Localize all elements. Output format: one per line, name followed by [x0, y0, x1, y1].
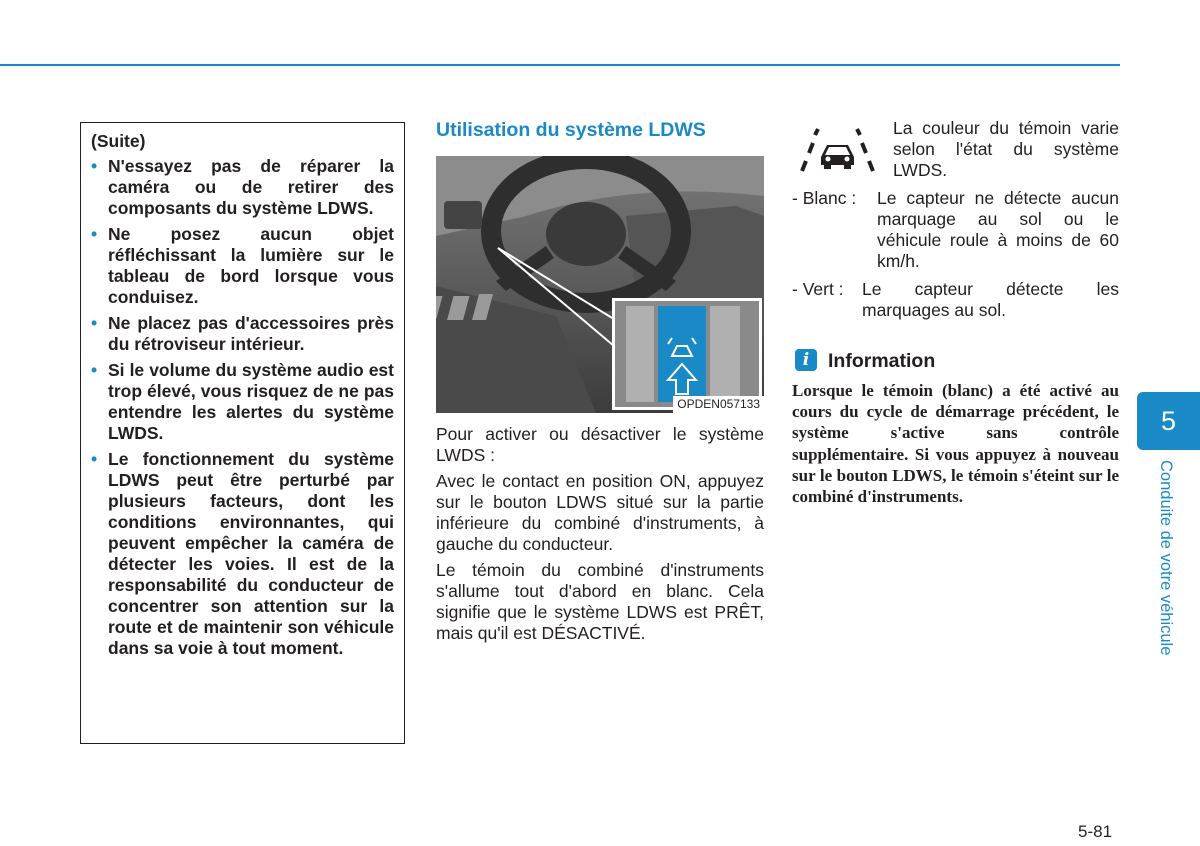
definition-desc: Le capteur ne détecte aucun marquage au sol ou le véhicule roule à moins de 60 km/h. — [877, 188, 1119, 271]
definition-term: - Blanc : — [792, 188, 857, 208]
definition-desc: Le capteur détecte les marquages au sol. — [862, 279, 1119, 320]
paragraph: Le témoin du combiné d'instruments s'allume tout d'abord en blanc. Cela signifie que le système LDWS est PRÊT, mais qu'il est DÉSACTIVÉ. — [436, 560, 764, 643]
warning-list — [91, 156, 394, 659]
definition-term: - Vert : — [792, 279, 844, 299]
warning-item: • Ne posez aucun objet réfléchissant la lumière sur le tableau de bord lorsque vous conduisez. — [91, 224, 394, 307]
chapter-tab: 5 — [1137, 392, 1200, 450]
warning-item: • Le fonctionnement du système LDWS peut être perturbé par plusieurs facteurs, dont les conditions environnantes, qui peuvent empêcher la caméra de détecter les voies. Il est de la responsabilité du conducteur de concentrer son attention sur la route et de maintenir son véhicule dans sa voie à tout moment. — [91, 449, 394, 658]
section-title: Utilisation du système LDWS — [436, 119, 706, 141]
page-number: 5-81 — [1078, 822, 1113, 841]
bullet-icon: • — [91, 360, 98, 380]
paragraph: Pour activer ou désactiver le système LWDS : — [436, 424, 764, 465]
dashboard-figure — [436, 156, 764, 413]
bullet-icon: • — [91, 313, 98, 333]
paragraph: Avec le contact en position ON, appuyez sur le bouton LDWS situé sur la partie inférieure du combiné d'instruments, à gauche du conducteur. — [436, 471, 764, 554]
warning-item: • Si le volume du système audio est trop élevé, vous risquez de ne pas entendre les alertes du système LWDS. — [91, 360, 394, 443]
definition-white — [792, 188, 1119, 272]
info-title: Information — [828, 350, 936, 372]
bullet-icon: • — [91, 156, 98, 176]
info-body: Lorsque le témoin (blanc) a été activé au cours du cycle de démarrage précédent, le système s'active sans contrôle supplémentaire. Si vous appuyez à nouveau sur le bouton LDWS, le témoin s'éteint sur le combiné d'instruments. — [792, 381, 1119, 507]
info-heading — [795, 348, 1115, 374]
warning-box — [80, 122, 405, 744]
bullet-icon: • — [91, 449, 98, 469]
warning-item: • N'essayez pas de réparer la caméra ou de retirer des composants du système LDWS. — [91, 156, 394, 218]
indicator-text: La couleur du témoin varie selon l'état du système LWDS. — [893, 118, 1119, 180]
lane-departure-icon — [792, 119, 883, 179]
definition-green — [792, 279, 1119, 321]
figure-code: OPDEN057133 — [673, 396, 764, 413]
warning-item: • Ne placez pas d'accessoires près du rétroviseur intérieur. — [91, 313, 394, 354]
info-icon: i — [795, 349, 817, 371]
bullet-icon: • — [91, 224, 98, 244]
section-body — [436, 424, 764, 649]
dashboard-illustration — [436, 156, 764, 413]
warning-title: (Suite) — [91, 131, 146, 151]
header-rule — [0, 64, 1120, 66]
chapter-label: Conduite de votre véhicule — [1157, 460, 1175, 656]
